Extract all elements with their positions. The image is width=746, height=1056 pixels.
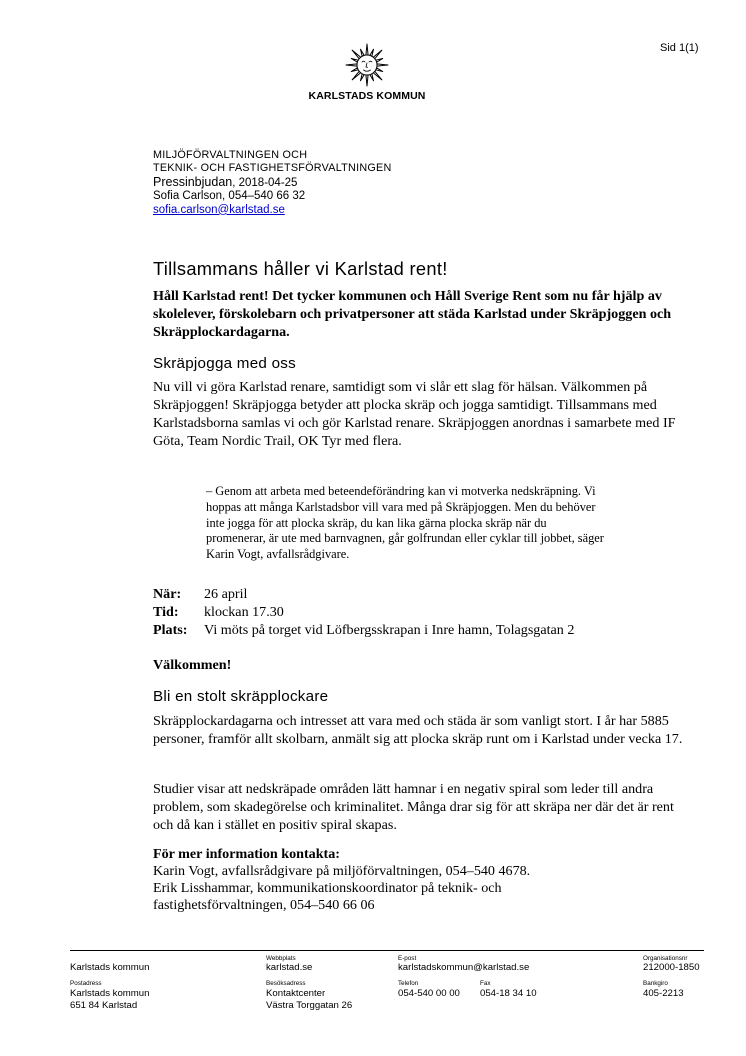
section-body-paragraph-2: Studier visar att nedskräpade områden lätt hamnar i en negativ spiral som leder till andra problem, som skadegörelse och kriminalitet. Många drar sig för att skräpa ner där det är rent och då kan i stället en positiv spiral skapas. [153, 781, 674, 833]
footer-web-value: karlstad.se [266, 962, 313, 973]
department-line-2: TEKNIK- OCH FASTIGHETSFÖRVALTNINGEN [153, 162, 392, 175]
footer-bankgiro-label: Bankgiro [643, 980, 668, 987]
detail-row-place [153, 621, 574, 639]
footer-email-value: karlstadskommun@karlstad.se [398, 962, 530, 973]
footer-phone-label: Telefon [398, 980, 419, 987]
page-number: Sid 1(1) [660, 42, 699, 54]
event-details [153, 585, 574, 639]
footer-phone-value: 054-540 00 00 [398, 988, 460, 999]
doc-type: Pressinbjudan [153, 174, 233, 189]
section-body-paragraph-1: Skräpplockardagarna och intresset att vara med och städa är som vanligt stort. I år har 5885 personer, framför allt skolbarn, anmält sig att plocka skräp runt om i Karlstad under vecka 17. [153, 713, 683, 747]
footer-visit-line: Västra Torggatan 26 [266, 1000, 353, 1011]
footer-web-label: Webbplats [266, 955, 296, 962]
contact-heading: För mer information kontakta: [153, 846, 340, 862]
detail-value: klockan 17.30 [204, 604, 284, 620]
municipality-logo [300, 42, 434, 102]
lead-paragraph: Håll Karlstad rent! Det tycker kommunen och Håll Sverige Rent som nu får hjälp av skolelever, förskolebarn och privatpersoner att städa Karlstad under Skräpjoggen och Skräpplockardagarna. [153, 288, 672, 340]
detail-row-time [153, 603, 574, 621]
detail-value: 26 april [204, 586, 248, 602]
department-line-1: MILJÖFÖRVALTNINGEN OCH [153, 149, 308, 161]
detail-value: Vi möts på torget vid Löfbergsskrapan i Inre hamn, Tolagsgatan 2 [204, 622, 575, 638]
contact-email-link[interactable]: sofia.carlson@karlstad.se [153, 203, 285, 216]
footer-divider [70, 950, 704, 951]
contact-person: Sofia Carlson, 054–540 66 32 [153, 190, 306, 203]
sun-emblem-icon [344, 42, 390, 88]
footer-visit-line: Kontaktcenter [266, 988, 326, 999]
footer-orgnr-label: Organisationsnr [643, 955, 688, 962]
detail-row-when [153, 585, 574, 603]
detail-label: När: [153, 586, 182, 602]
section-body-skrapjogga: Nu vill vi göra Karlstad renare, samtidigt som vi slår ett slag för hälsan. Välkommen på Skräpjoggen! Skräpjogga betyder att plocka skräp och jogga samtidigt. Tillsammans med Karlstadsborna samlas vi och gör Karlstad renare. Skräpjoggen anordnas i samarbete med IF Göta, Team Nordic Trail, OK Tyr med flera. [153, 379, 676, 449]
section-heading-skrapplockare: Bli en stolt skräpplockare [153, 688, 329, 705]
footer-orgnr-value: 212000-1850 [643, 962, 700, 973]
footer-postal-line: 651 84 Karlstad [70, 1000, 138, 1011]
footer-email-label: E-post [398, 955, 417, 962]
doc-type-line [153, 176, 392, 190]
section-heading-skrapjogga: Skräpjogga med oss [153, 355, 296, 372]
footer-postal-label: Postadress [70, 980, 102, 987]
footer-org-name: Karlstads kommun [70, 962, 150, 973]
footer-postal-line: Karlstads kommun [70, 988, 150, 999]
contact-line: Erik Lisshammar, kommunikationskoordinator på teknik- och [153, 880, 502, 896]
doc-date: , 2018-04-25 [232, 176, 298, 189]
welcome-text: Välkommen! [153, 657, 232, 673]
footer-bankgiro-value: 405-2213 [643, 988, 684, 999]
quote-block: – Genom att arbeta med beteendeförändring kan vi motverka nedskräpning. Vi hoppas att många Karlstadsbor vill vara med på Skräpjoggen. Men du behöver inte jogga för att plocka skräp, du kan lika gärna plocka skräp när du promenerar, är ute med barnvagnen, går golfrundan eller cyklar till jobbet, säger Karin Vogt, avfallsrådgivare. [206, 484, 604, 562]
footer-fax-value: 054-18 34 10 [480, 988, 537, 999]
footer-visit-label: Besöksadress [266, 980, 306, 987]
contact-line: fastighetsförvaltningen, 054–540 66 06 [153, 897, 375, 913]
sender-block [153, 149, 392, 217]
contact-line: Karin Vogt, avfallsrådgivare på miljöförvaltningen, 054–540 4678. [153, 863, 531, 879]
detail-label: Tid: [153, 604, 179, 620]
logo-name: KARLSTADS KOMMUN [308, 90, 426, 102]
headline: Tillsammans håller vi Karlstad rent! [153, 258, 448, 279]
footer-fax-label: Fax [480, 980, 491, 987]
detail-label: Plats: [153, 622, 188, 638]
contact-info [153, 846, 693, 914]
